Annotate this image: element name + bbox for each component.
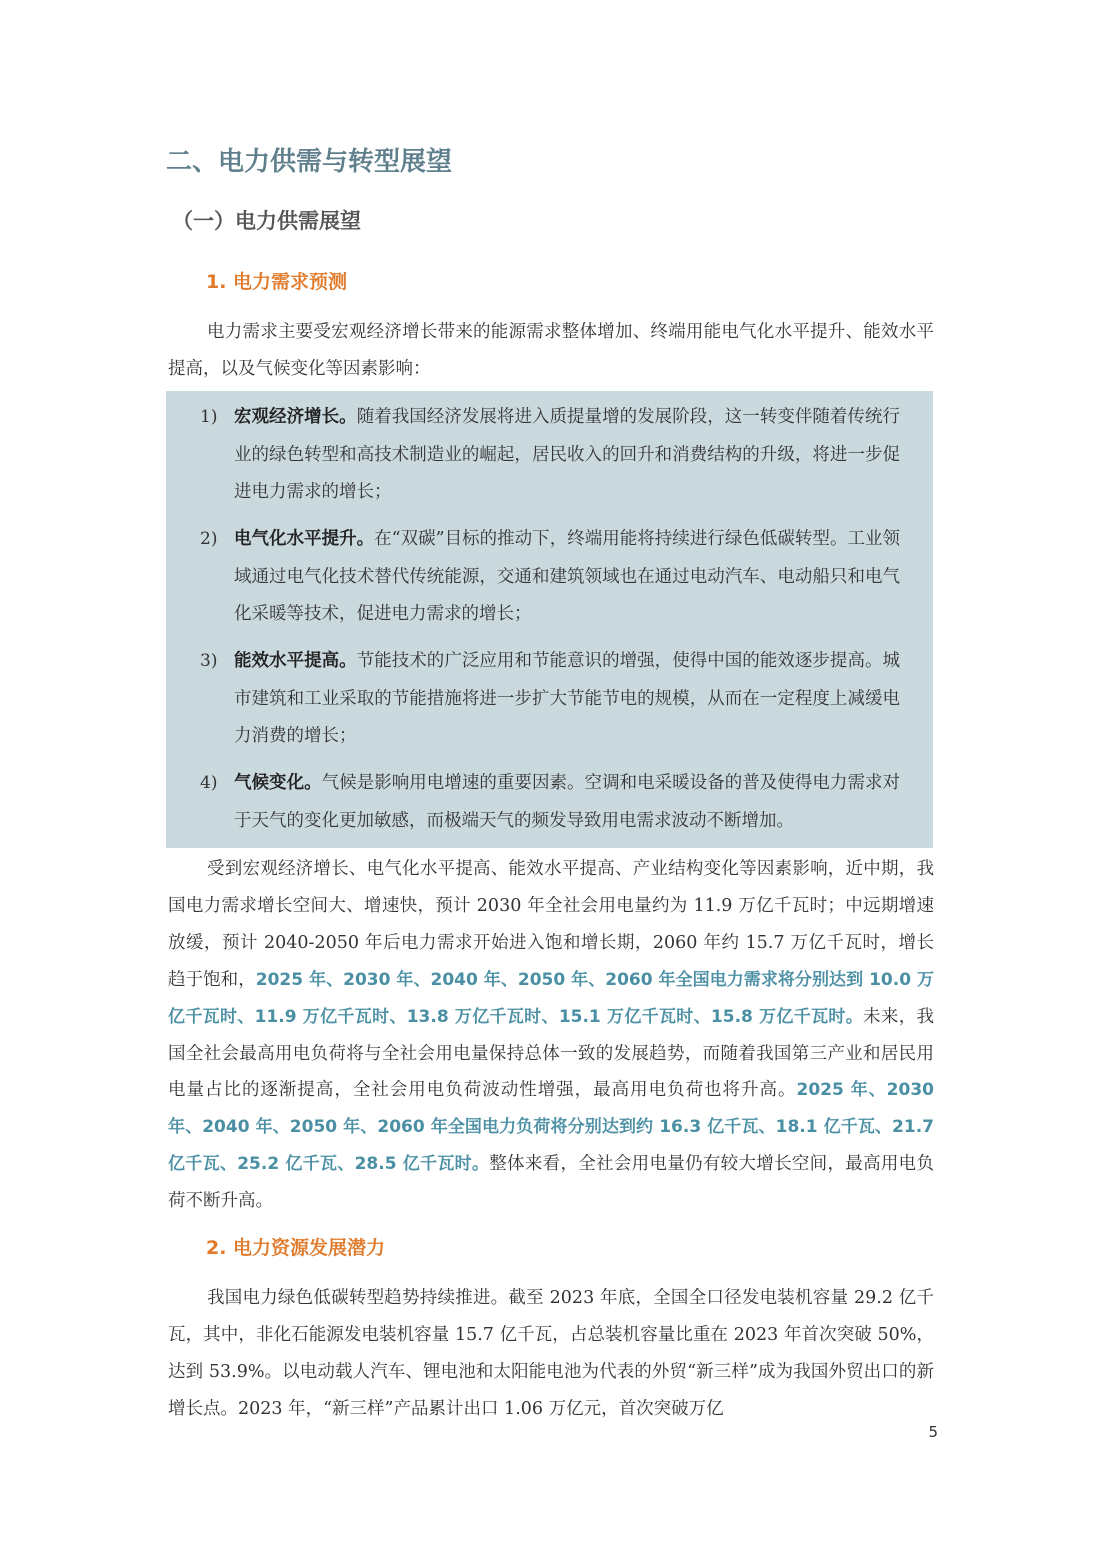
factor-body: 节能技术的广泛应用和节能意识的增强，使得中国的能效逐步提高。城市建筑和工业采取的节能措施将进一步扩大节能节电的规模，从而在一定程度上减缓电力消费的增长；: [234, 651, 901, 746]
factor-title: 能效水平提高。: [234, 651, 357, 671]
factor-body: 随着我国经济发展将进入质提量增的发展阶段，这一转变伴随着传统行业的绿色转型和高技术制造业的崛起，居民收入的回升和消费结构的升级，将进一步促进电力需求的增长；: [234, 407, 901, 502]
factor-text: [234, 399, 900, 512]
forecast-load-highlight: 2025 年、2030 年、2040 年、2050 年、2060 年全国电力负荷将分别达到约 16.3 亿千瓦、18.1 亿千瓦、21.7 亿千瓦、25.2 亿千瓦、28.5 亿千瓦时。: [168, 1080, 934, 1175]
resource-potential-heading: 2. 电力资源发展潜力: [206, 1237, 386, 1259]
factor-number: 1): [200, 407, 218, 427]
factor-number: 2): [200, 529, 218, 549]
forecast-demand-highlight: 2025 年、2030 年、2040 年、2050 年、2060 年全国电力需求将分别达到 10.0 万亿千瓦时、11.9 万亿千瓦时、13.8 万亿千瓦时、15.1 万亿千瓦时、15.8 万亿千瓦时。: [168, 969, 934, 1027]
demand-intro-paragraph: 电力需求主要受宏观经济增长带来的能源需求整体增加、终端用能电气化水平提升、能效水平提高，以及气候变化等因素影响：: [168, 322, 934, 379]
forecast-text: 受到宏观经济增长、电气化水平提高、能效水平提高、产业结构变化等因素影响，近中期，我国电力需求增长空间大、增速快，预计 2030 年全社会用电量约为 11.9 万亿千瓦时；中远期增速放缓，预计 2040-2050 年后电力需求开始进入饱和增长期，2060 年约 15.7 万亿千瓦时，增长趋于饱和，: [168, 859, 934, 990]
forecast-text: 未来，我国全社会最高用电负荷将与全社会用电量保持总体一致的发展趋势，而随着我国第三产业和居民用电量占比的逐渐提高，全社会用电负荷波动性增强，最高用电负荷也将升高。: [168, 1006, 935, 1101]
factor-title: 宏观经济增长。: [234, 407, 357, 427]
factor-number: 3): [200, 651, 218, 671]
subsection-title: （一）电力供需展望: [172, 209, 361, 233]
factor-number: 4): [200, 773, 218, 793]
factor-text: [234, 643, 900, 756]
factor-body: 在“双碳”目标的推动下，终端用能将持续进行绿色低碳转型。工业领域通过电气化技术替代传统能源，交通和建筑领域也在通过电动汽车、电动船只和电气化采暖等技术，促进电力需求的增长；: [234, 529, 900, 624]
factors-callout-box: [166, 391, 933, 848]
section-title: 二、电力供需与转型展望: [166, 147, 453, 177]
demand-forecast-heading: 1. 电力需求预测: [206, 271, 348, 293]
factor-title: 电气化水平提升。: [234, 529, 375, 549]
factor-text: [234, 521, 900, 634]
factor-title: 气候变化。: [234, 773, 322, 793]
forecast-text: 整体来看，全社会用电量仍有较大增长空间，最高用电负荷不断升高。: [168, 1154, 934, 1212]
demand-forecast-paragraph: [168, 851, 934, 1220]
factor-body: 气候是影响用电增速的重要因素。空调和电采暖设备的普及使得电力需求对于天气的变化更加敏感，而极端天气的频发导致用电需求波动不断增加。: [234, 773, 901, 831]
page-number: 5: [928, 1423, 938, 1441]
factor-text: [234, 765, 900, 840]
resource-paragraph: 我国电力绿色低碳转型趋势持续推进。截至 2023 年底，全国全口径发电装机容量 29.2 亿千瓦，其中，非化石能源发电装机容量 15.7 亿千瓦，占总装机容量比重在 2023 年首次突破 50%，达到 53.9%。以电动载人汽车、锂电池和太阳能电池为代表的外贸“新三样”成为我国外贸出口的新增长点。2023 年，“新三样”产品累计出口 1.06 万亿元，首次突破万亿: [168, 1288, 934, 1419]
